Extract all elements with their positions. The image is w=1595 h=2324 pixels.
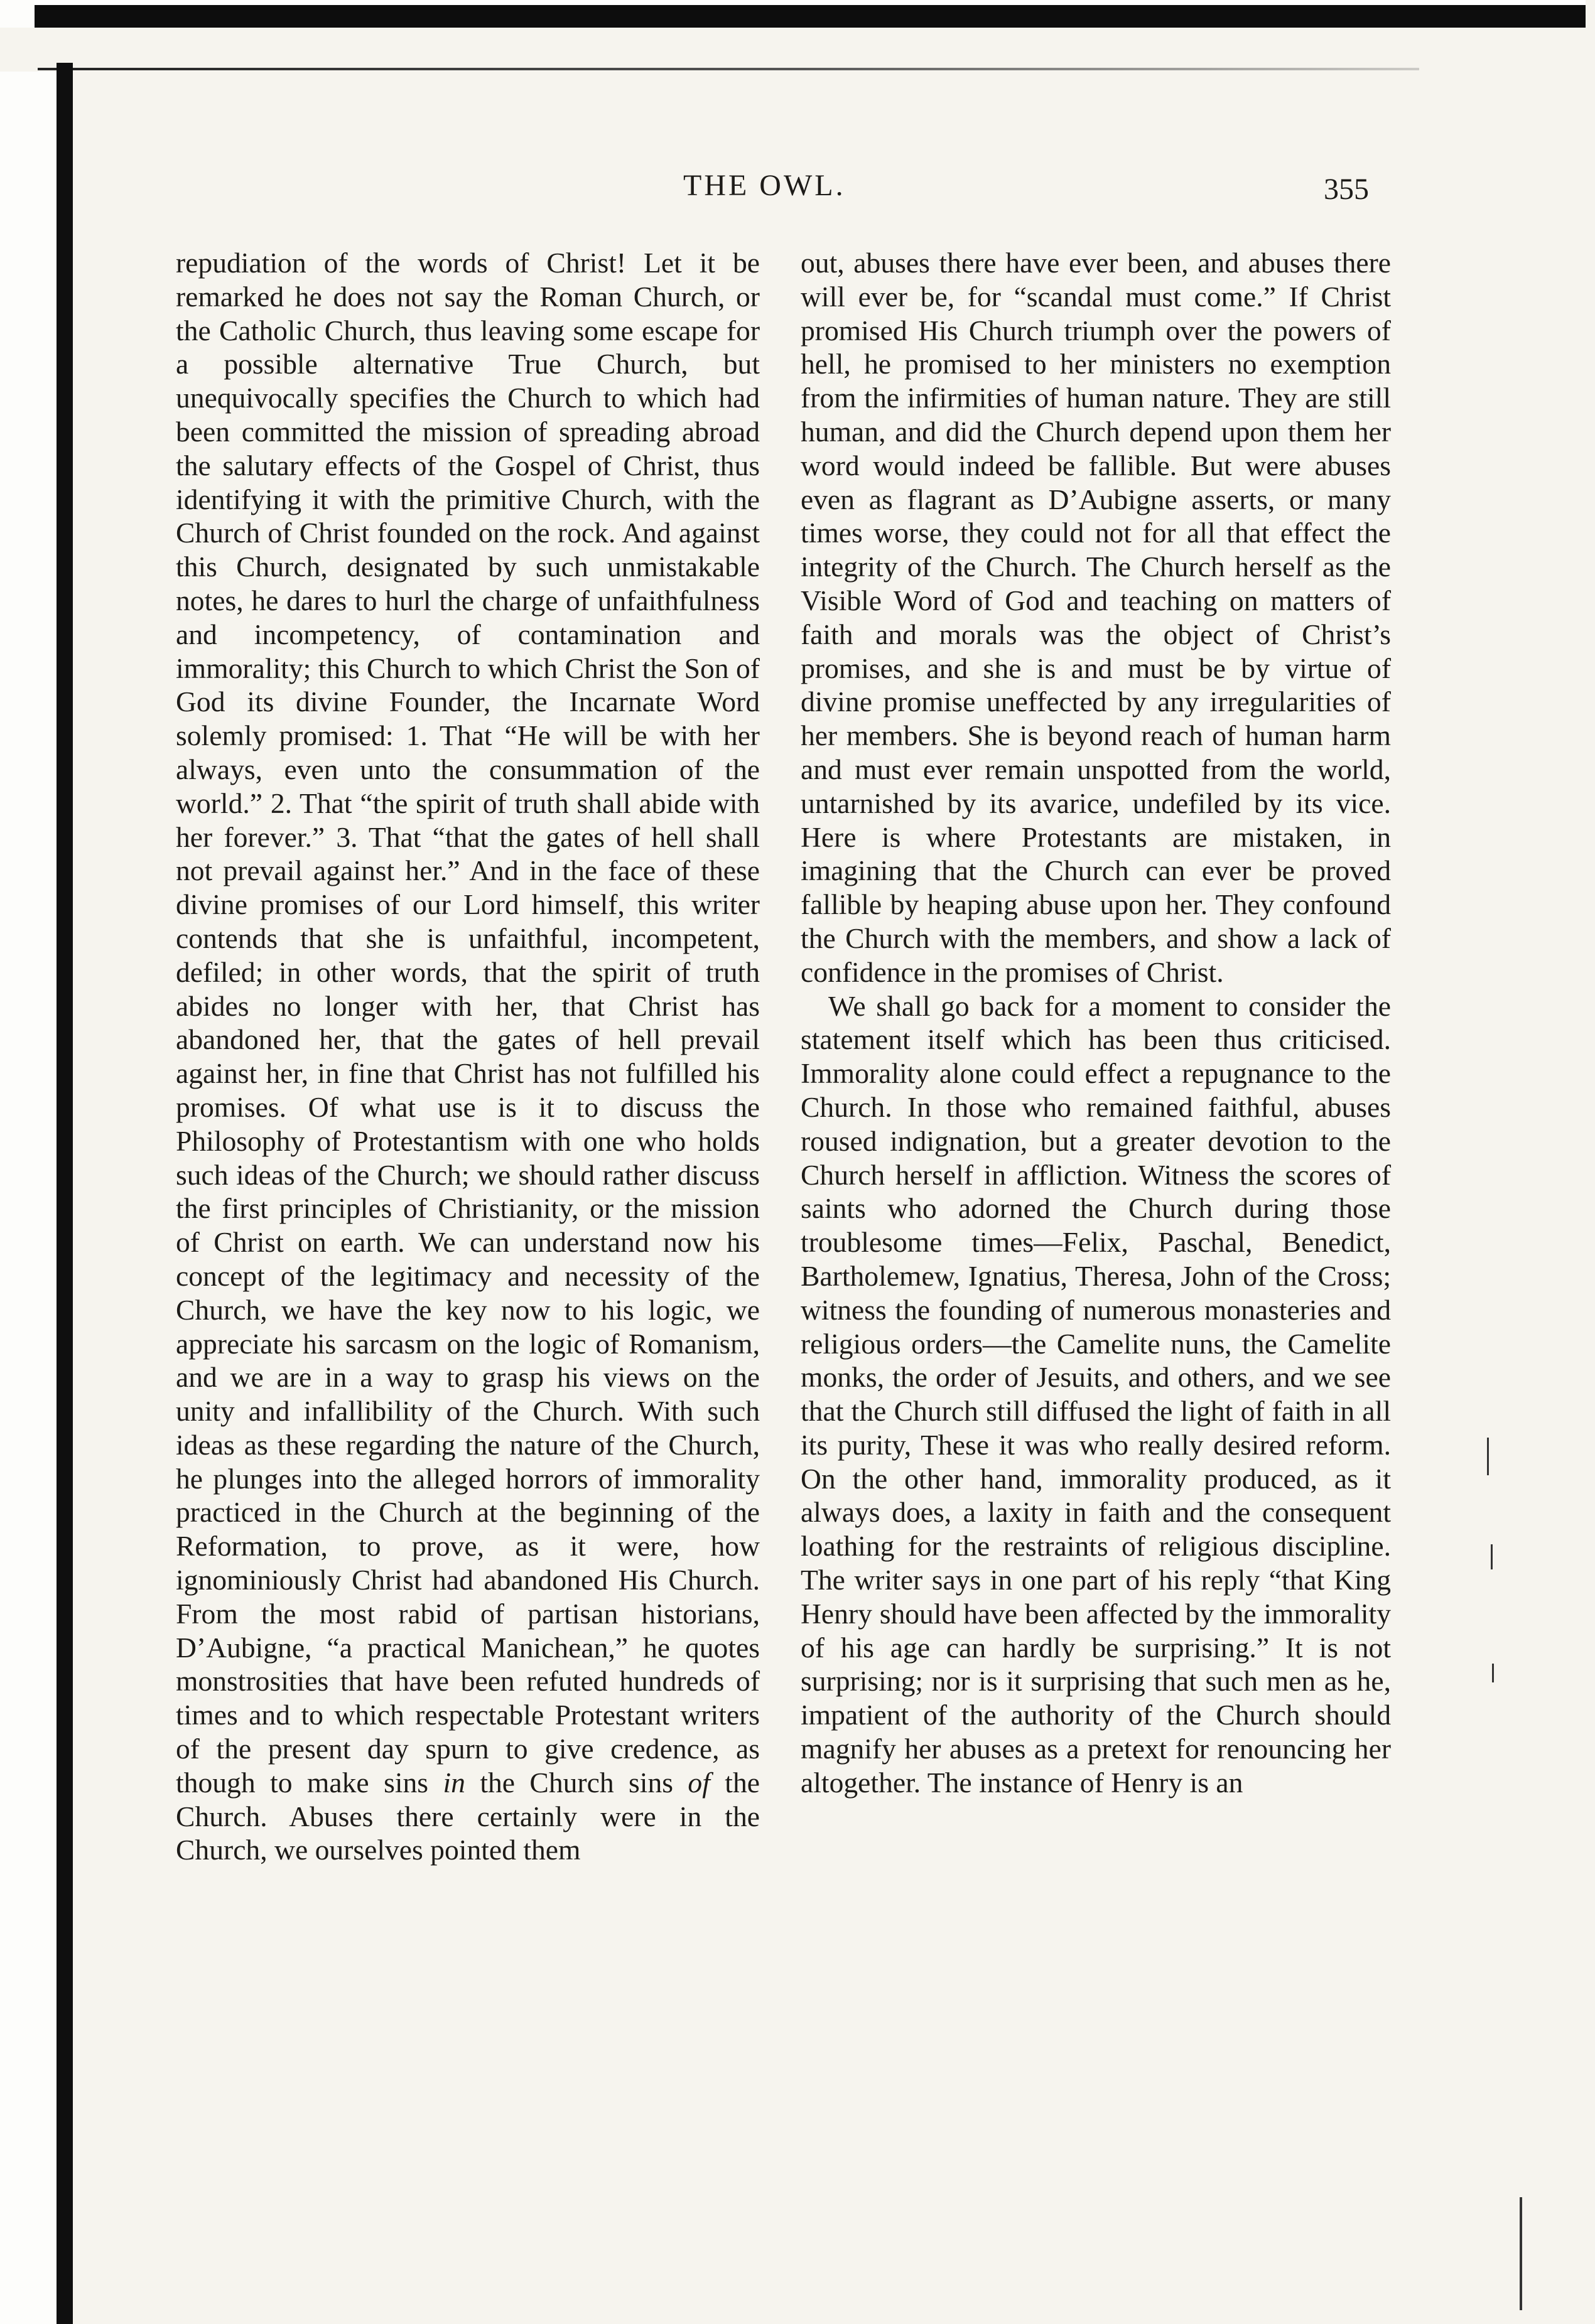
page-number: 355 bbox=[1324, 173, 1369, 206]
left-paragraph bbox=[176, 246, 760, 1867]
margin-speck bbox=[1520, 2197, 1522, 2310]
left-text-3: the Church. Abuses there certainly were in the Church, we ourselves pointed them bbox=[176, 1766, 760, 1866]
page-header bbox=[0, 168, 1595, 212]
left-emphasis-of: of bbox=[688, 1766, 710, 1799]
top-margin bbox=[0, 28, 1595, 72]
margin-speck bbox=[1487, 1438, 1489, 1475]
right-paragraph-1: out, abuses there have ever been, and abuses there will ever be, for “scandal must come.” If Christ promised His Church triumph over the powers of hell, he promised to her ministers no exemption from the infirmities of human nature. They are still human, and did the Church depend upon them her word would indeed be fallible. But were abuses even as flagrant as D’Aubigne asserts, or many times worse, they could not for all that effect the integrity of the Church. The Church herself as the Visible Word of God and teaching on matters of faith and morals was the object of Christ’s promises, and she is and must be by virtue of divine promise uneffected by any irregularities of her members. She is beyond reach of human harm and must ever remain unspotted from the world, untarnished by its avarice, undefiled by its vice. Here is where Protestants are mistaken, in imagining that the Church can ever be proved fallible by heaping abuse upon her. They confound the Church with the members, and show a lack of confidence in the promises of Christ. bbox=[801, 247, 1391, 988]
left-text-2: the Church sins bbox=[465, 1766, 688, 1799]
left-column bbox=[176, 246, 760, 1867]
right-paragraph-2: We shall go back for a moment to consider the statement itself which has been thus criticised. Immorality alone could effect a repugnance to the Church. In those who remained faithful, abuses roused indignation, but a greater devotion to the Church herself in affliction. Witness the scores of saints who adorned the Church during those troublesome times—Felix, Paschal, Benedict, Bartholemew, Ignatius, Theresa, John of the Cross; witness the founding of numerous monasteries and religious orders—the Camelite nuns, the Camelite monks, the order of Jesuits, and others, and we see that the Church still diffused the light of faith in all its purity, These it was who really desired reform. On the other hand, immorality produced, as it always does, a laxity in faith and the consequent loathing for the restraints of religious discipline. The writer says in one part of his reply “that King Henry should have been affected by the immorality of his age can hardly be surprising.” It is not surprising; nor is it surprising that such men as he, impatient of the authority of the Church should magnify her abuses as a pretext for renouncing her altogether. The instance of Henry is an bbox=[801, 989, 1391, 1799]
running-head: THE OWL. bbox=[683, 169, 846, 202]
margin-speck bbox=[1492, 1664, 1494, 1682]
right-column bbox=[801, 246, 1391, 1800]
left-text-1: repudiation of the words of Christ! Let it be remarked he does not say the Roman Church, or the Catholic Church, thus leaving some escape for a possible alternative True Church, but unequivocally specifies the Church to which had been committed the mission of spreading abroad the salutary effects of the Gospel of Christ, thus identifying it with the primitive Church, with the Church of Christ founded on the rock. And against this Church, designated by such unmistakable notes, he dares to hurl the charge of unfaithfulness and incompetency, of contamination and immorality; this Church to which Christ the Son of God its divine Founder, the Incarnate Word solemly promised: 1. That “He will be with her always, even unto the consummation of the world.” 2. That “the spirit of truth shall abide with her forever.” 3. That “that the gates of hell shall not prevail against her.” And in the face of these divine promises of our Lord himself, this writer contends that she is unfaithful, incompetent, defiled; in other words, that the spirit of truth abides no longer with her, that Christ has abandoned her, that the gates of hell prevail against her, in fine that Christ has not fulfilled his promises. Of what use is it to discuss the Philosophy of Protestantism with one who holds such ideas of the Church; we should rather discuss the first principles of Christianity, or the mission of Christ on earth. We can understand now his concept of the legitimacy and necessity of the Church, we have the key now to his logic, we appreciate his sarcasm on the logic of Romanism, and we are in a way to grasp his views on the unity and infallibility of the Church. With such ideas as these regarding the nature of the Church, he plunges into the alleged horrors of immorality practiced in the Church at the beginning of the Reformation, to prove, as it were, how ignominiously Christ had abandoned His Church. From the most rabid of partisan historians, D’Aubigne, “a practical Manichean,” he quotes monstrosities that have been refuted hundreds of times and to which respectable Protestant writers of the present day spurn to give credence, as though to make sins bbox=[176, 247, 760, 1799]
left-emphasis-in: in bbox=[443, 1766, 465, 1799]
margin-speck bbox=[1491, 1544, 1493, 1569]
header-rule bbox=[38, 68, 1419, 70]
binding-spine bbox=[57, 63, 73, 2324]
page-left-margin bbox=[0, 0, 57, 2324]
